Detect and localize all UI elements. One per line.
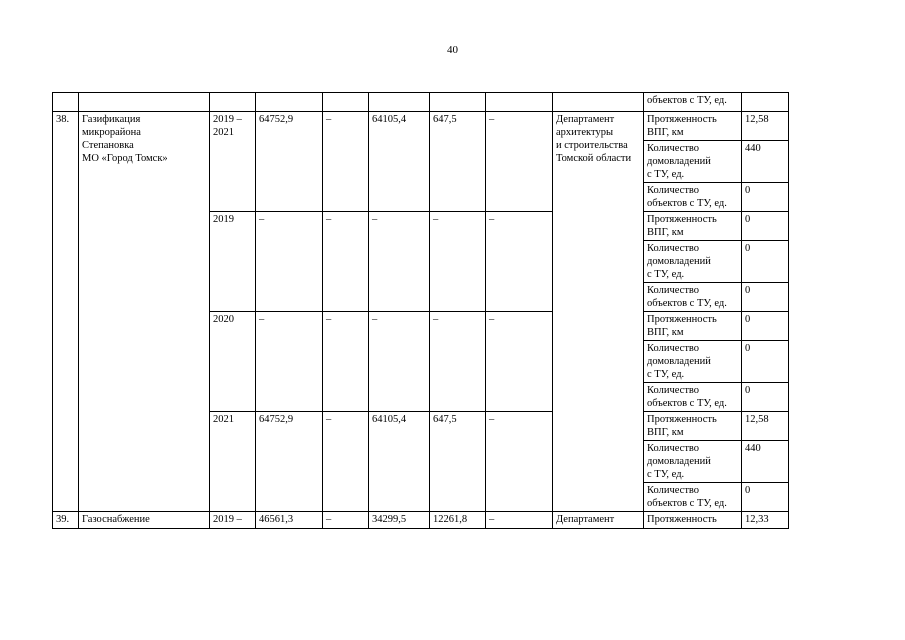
- funding-cell: –: [486, 312, 553, 412]
- indicator-cell: Количество домовладений с ТУ, ед.: [644, 341, 742, 383]
- indicator-cell: Протяженность: [644, 512, 742, 529]
- funding-cell: 64105,4: [369, 112, 430, 212]
- table-row: [53, 112, 789, 141]
- indicator-cell: Количество домовладений с ТУ, ед.: [644, 141, 742, 183]
- value-cell: 0: [742, 283, 789, 312]
- indicator-cell: Количество объектов с ТУ, ед.: [644, 383, 742, 412]
- cell: [430, 93, 486, 112]
- page-number: 40: [447, 44, 458, 56]
- funding-cell: –: [486, 512, 553, 529]
- total-cell: 64752,9: [256, 412, 323, 512]
- indicator-cell: Количество домовладений с ТУ, ед.: [644, 241, 742, 283]
- row-number: 39.: [53, 512, 79, 529]
- funding-cell: –: [369, 312, 430, 412]
- value-cell: 0: [742, 312, 789, 341]
- funding-cell: –: [323, 112, 369, 212]
- funding-cell: –: [323, 512, 369, 529]
- project-name: Газоснабжение: [79, 512, 210, 529]
- indicator-cell: объектов с ТУ, ед.: [644, 93, 742, 112]
- indicator-cell: Количество объектов с ТУ, ед.: [644, 283, 742, 312]
- cell: [553, 93, 644, 112]
- funding-cell: –: [430, 212, 486, 312]
- funding-cell: 12261,8: [430, 512, 486, 529]
- value-cell: 0: [742, 212, 789, 241]
- funding-cell: –: [369, 212, 430, 312]
- indicator-cell: Протяженность ВПГ, км: [644, 412, 742, 441]
- value-cell: 440: [742, 141, 789, 183]
- project-name: Газификация микрорайона Степановка МО «Город Томск»: [79, 112, 210, 512]
- value-cell: 12,33: [742, 512, 789, 529]
- department-cell: Департамент: [553, 512, 644, 529]
- indicator-cell: Протяженность ВПГ, км: [644, 112, 742, 141]
- table-row: [53, 512, 789, 529]
- value-cell: 440: [742, 441, 789, 483]
- value-cell: 0: [742, 341, 789, 383]
- funding-cell: 647,5: [430, 112, 486, 212]
- funding-cell: 647,5: [430, 412, 486, 512]
- cell: [79, 93, 210, 112]
- value-cell: 12,58: [742, 112, 789, 141]
- funding-cell: –: [323, 312, 369, 412]
- period-cell: 2020: [210, 312, 256, 412]
- cell: [256, 93, 323, 112]
- value-cell: 0: [742, 383, 789, 412]
- funding-cell: 64105,4: [369, 412, 430, 512]
- value-cell: 0: [742, 183, 789, 212]
- value-cell: [742, 93, 789, 112]
- funding-cell: –: [486, 212, 553, 312]
- funding-cell: 34299,5: [369, 512, 430, 529]
- department-cell: Департамент архитектуры и строительства Томской области: [553, 112, 644, 512]
- cell: [369, 93, 430, 112]
- total-cell: 46561,3: [256, 512, 323, 529]
- value-cell: 0: [742, 241, 789, 283]
- period-cell: 2019 – 2021: [210, 112, 256, 212]
- period-cell: 2019 –: [210, 512, 256, 529]
- row-number: 38.: [53, 112, 79, 512]
- cell: [323, 93, 369, 112]
- funding-cell: –: [323, 212, 369, 312]
- funding-cell: –: [486, 112, 553, 212]
- indicator-cell: Протяженность ВПГ, км: [644, 312, 742, 341]
- cell: [53, 93, 79, 112]
- indicator-cell: Количество домовладений с ТУ, ед.: [644, 441, 742, 483]
- program-table: [52, 92, 789, 529]
- funding-cell: –: [430, 312, 486, 412]
- total-cell: –: [256, 212, 323, 312]
- period-cell: 2021: [210, 412, 256, 512]
- total-cell: 64752,9: [256, 112, 323, 212]
- indicator-cell: Количество объектов с ТУ, ед.: [644, 483, 742, 512]
- funding-cell: –: [323, 412, 369, 512]
- indicator-cell: Количество объектов с ТУ, ед.: [644, 183, 742, 212]
- period-cell: 2019: [210, 212, 256, 312]
- cell: [210, 93, 256, 112]
- funding-cell: –: [486, 412, 553, 512]
- value-cell: 0: [742, 483, 789, 512]
- total-cell: –: [256, 312, 323, 412]
- value-cell: 12,58: [742, 412, 789, 441]
- cell: [486, 93, 553, 112]
- indicator-cell: Протяженность ВПГ, км: [644, 212, 742, 241]
- table-row: [53, 93, 789, 112]
